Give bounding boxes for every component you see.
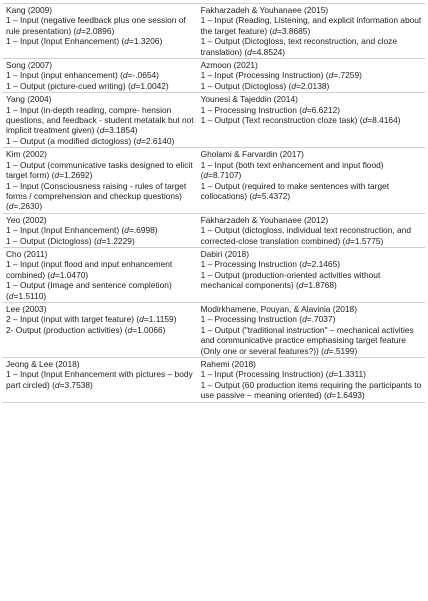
condition-text: 1 – Input (Reading, Listening, and explicit information about the target feature) ( (200, 15, 422, 36)
condition-effect-line (6, 314, 195, 324)
effect-size-symbol: d (302, 314, 307, 325)
left-study-cell (3, 302, 198, 357)
effect-size-symbol: d (139, 314, 144, 325)
study-citation: Rahemi (2018) (200, 359, 256, 369)
condition-text: 1 – Output (required to make sentences with target collocations) ( (200, 180, 390, 201)
effect-size-value: =-.0654) (127, 70, 159, 81)
effect-size-symbol: d (328, 369, 334, 380)
condition-effect-line (201, 81, 422, 91)
condition-effect-line (201, 181, 422, 202)
condition-text: 1 – Input (Input Enhancement) ( (6, 225, 125, 236)
study-citation: Fakharzadeh & Youhanaee (2012) (200, 214, 329, 225)
study-citation: Dabiri (2018) (200, 248, 249, 259)
condition-text: 1 – Output (Dictogloss, text reconstruction, and cloze translation) ( (200, 36, 398, 57)
effect-size-value: =1.0470) (54, 269, 89, 280)
table-row (3, 247, 425, 302)
effect-size-value: =1.2229) (101, 235, 135, 246)
study-citation: Younesi & Tajeddin (2014) (200, 94, 298, 105)
condition-text: 1 – Output (production-oriented activities without mechanical components) ( (200, 269, 381, 291)
condition-text: 1 – Output (dictogloss, individual text reconstruction, and corrected-close translation combined) ( (200, 225, 411, 246)
effect-size-symbol: d (326, 390, 332, 401)
condition-effect-line (6, 105, 195, 136)
effect-size-value: =2.1465) (306, 259, 341, 270)
effect-size-value: =1.3311) (333, 369, 366, 380)
effect-size-symbol: d (136, 135, 142, 146)
condition-effect-line (6, 15, 195, 36)
effect-size-value: =1.5110) (13, 290, 47, 301)
right-study-cell (198, 93, 425, 148)
study-citation: Modirkhamene, Pouyan, & Alavinia (2018) (200, 303, 357, 314)
effect-size-value: =3.8685) (276, 25, 311, 36)
condition-effect-line (201, 314, 422, 324)
study-comparison-table (3, 3, 425, 403)
study-citation: Azmoon (2021) (200, 60, 258, 71)
condition-text: 1 – Processing Instruction ( (200, 314, 303, 325)
condition-text: 1 – Input (in-depth reading, compre- hension questions, and feedback - student metatalk but not implicit treatment given) ( (6, 104, 194, 136)
effect-size-value: =1.5775) (350, 235, 384, 246)
study-citation: Fakharzadeh & Youhanaee (2015) (200, 5, 329, 15)
table-row (3, 4, 425, 59)
right-study-cell (198, 59, 425, 93)
effect-size-value: =2.0896) (80, 25, 115, 36)
left-study-cell (3, 93, 198, 148)
condition-text: 2 – Input (input with target feature) ( (6, 314, 140, 325)
condition-text: 1 – Input (both text enhancement and input flood) ( (200, 159, 384, 181)
effect-size-value: =2.6140) (141, 135, 175, 146)
table-row (3, 93, 425, 148)
condition-effect-line (6, 36, 195, 46)
condition-text: 1 – Input (Processing Instruction) ( (200, 70, 329, 81)
condition-text: 1 – Output (60 production items requiring the participants to use passive – meaning oriented) ( (200, 379, 422, 401)
right-study-cell (198, 247, 425, 302)
condition-text: 1 – Output (Dictogloss) ( (200, 80, 292, 91)
effect-size-value: =.6998) (128, 225, 158, 236)
table-body (3, 4, 425, 403)
study-citation: Song (2007) (6, 60, 53, 71)
condition-effect-line (201, 380, 422, 401)
condition-effect-line (201, 15, 422, 36)
condition-text: 1 – Input (input flood and input enhancement combined) ( (6, 259, 173, 280)
condition-text: 1 – Input (Processing Instruction) ( (200, 369, 329, 380)
left-study-cell (3, 4, 198, 59)
effect-size-symbol: d (127, 324, 133, 335)
effect-size-symbol: d (272, 25, 277, 36)
condition-effect-line (6, 236, 195, 246)
effect-size-symbol: d (247, 46, 252, 57)
condition-effect-line (201, 36, 422, 57)
condition-text: 1 – Input (negative feedback plus one session of rule presentation) ( (6, 15, 186, 36)
condition-effect-line (201, 115, 422, 125)
effect-size-value: =4.8524) (251, 46, 286, 57)
study-citation: Lee (2003) (6, 303, 47, 314)
condition-effect-line (6, 81, 195, 91)
left-study-cell (3, 358, 198, 403)
table-row (3, 358, 425, 403)
effect-size-value: =1.2692) (59, 170, 93, 181)
effect-size-value: =1.8768) (303, 280, 337, 291)
effect-size-symbol: d (291, 80, 297, 91)
condition-effect-line (6, 225, 195, 235)
table-row (3, 59, 425, 93)
right-study-cell (198, 358, 425, 403)
condition-text: 1 – Output (a modified dictogloss) ( (6, 135, 137, 146)
right-study-cell (198, 302, 425, 357)
effect-size-symbol: d (252, 190, 257, 201)
effect-size-value: =1.0042) (135, 80, 169, 91)
effect-size-symbol: d (302, 259, 307, 270)
effect-size-value: =3.1854) (104, 125, 138, 136)
condition-text: 2- Output (production activities) ( (6, 324, 128, 335)
condition-text: 1 – Input (Input Enhancement with pictures – body part circled) ( (6, 369, 193, 390)
condition-text: 1 – Output (Dictogloss) ( (6, 235, 97, 246)
effect-size-symbol: d (96, 235, 102, 246)
condition-text: 1 – Output (Text reconstruction cloze task) ( (200, 115, 363, 126)
effect-size-symbol: d (302, 104, 307, 115)
effect-size-value: =1.0066) (132, 324, 166, 335)
condition-effect-line (6, 181, 195, 212)
effect-size-value: =.7037) (306, 314, 336, 325)
condition-effect-line (6, 369, 195, 390)
condition-text: 1 – Input (Input Enhancement) ( (6, 36, 125, 47)
effect-size-symbol: d (8, 290, 14, 301)
condition-effect-line (201, 325, 422, 356)
study-citation: Kim (2002) (6, 149, 47, 160)
left-study-cell (3, 59, 198, 93)
effect-size-symbol: d (99, 125, 105, 136)
condition-effect-line (6, 160, 195, 181)
study-citation: Jeong & Lee (2018) (6, 359, 80, 369)
effect-size-value: =.5199) (328, 345, 358, 356)
effect-size-symbol: d (54, 170, 60, 181)
effect-size-symbol: d (328, 70, 334, 81)
condition-effect-line (6, 70, 195, 80)
right-study-cell (198, 4, 425, 59)
study-citation: Cho (2011) (6, 248, 48, 259)
condition-text: 1 – Input (Consciousness raising - rules of target forms / comprehension and checkup questions) ( (6, 180, 187, 212)
condition-text: 1 – Output (Image and sentence completion) ( (6, 280, 172, 301)
effect-size-symbol: d (122, 70, 128, 81)
effect-size-value: =8.7107) (208, 170, 242, 181)
condition-effect-line (201, 70, 422, 80)
condition-effect-line (201, 160, 422, 181)
condition-effect-line (6, 325, 195, 335)
effect-size-symbol: d (124, 225, 129, 236)
condition-text: 1 – Processing Instruction ( (200, 104, 303, 115)
effect-size-symbol: d (345, 235, 351, 246)
condition-effect-line (6, 259, 195, 280)
condition-text: 1 – Output (communicative tasks designed to elicit target form) ( (6, 159, 193, 181)
table-row (3, 302, 425, 357)
study-citation: Yeo (2002) (6, 214, 47, 225)
condition-effect-line (201, 369, 422, 379)
right-study-cell (198, 148, 425, 213)
condition-effect-line (6, 136, 195, 146)
condition-text: 1 – Output ("traditional instruction" – mechanical activities and communicative practice emphasising target feature (Only one or several features?)) ( (200, 324, 414, 356)
study-citation: Yang (2004) (6, 94, 52, 105)
condition-text: 1 – Processing Instruction ( (200, 259, 303, 270)
left-study-cell (3, 148, 198, 213)
effect-size-value: =1.1159) (143, 314, 177, 325)
effect-size-symbol: d (130, 80, 136, 91)
effect-size-symbol: d (50, 269, 55, 280)
effect-size-value: =5.4372) (256, 190, 291, 201)
effect-size-value: =8.4164) (367, 115, 401, 126)
study-citation: Gholami & Farvardin (2017) (200, 149, 304, 160)
table-row (3, 148, 425, 213)
right-study-cell (198, 213, 425, 247)
effect-size-value: =1.6493) (331, 390, 365, 401)
condition-effect-line (201, 259, 422, 269)
effect-size-symbol: d (323, 345, 329, 356)
effect-size-symbol: d (203, 170, 209, 181)
table-row (3, 213, 425, 247)
study-citation: Kang (2009) (6, 5, 53, 15)
condition-text: 1 – Output (picture-cued writing) ( (6, 80, 131, 91)
effect-size-symbol: d (8, 201, 14, 212)
condition-text: 1 – Input (input enhancement) ( (6, 70, 123, 81)
effect-size-symbol: d (298, 280, 304, 291)
effect-size-value: =1.3206) (128, 36, 163, 47)
effect-size-symbol: d (362, 115, 368, 126)
effect-size-symbol: d (124, 36, 129, 47)
effect-size-symbol: d (76, 25, 81, 36)
condition-effect-line (201, 225, 422, 246)
condition-effect-line (6, 280, 195, 301)
left-study-cell (3, 213, 198, 247)
effect-size-value: =3.7538) (59, 379, 93, 390)
effect-size-value: =2.0138) (296, 80, 330, 91)
condition-effect-line (201, 105, 422, 115)
effect-size-symbol: d (54, 379, 60, 390)
effect-size-value: =.2630) (13, 201, 43, 212)
left-study-cell (3, 247, 198, 302)
condition-effect-line (201, 270, 422, 291)
effect-size-value: =6.6212) (306, 104, 341, 115)
effect-size-value: =.7259) (333, 70, 362, 81)
